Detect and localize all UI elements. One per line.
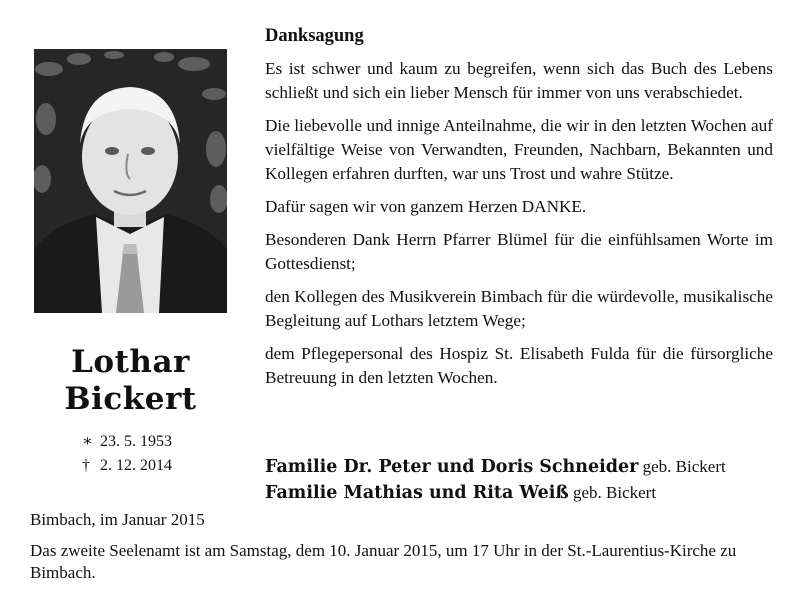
heading: Danksagung [265, 26, 364, 46]
paragraph-hospice: dem Pflegepersonal des Hospiz St. Elisabeth Fulda für die fürsorgliche Betreuung in den letzten Wochen. [265, 344, 773, 387]
deceased-last-name: Bickert [64, 381, 197, 417]
paragraph-pastor: Besonderen Dank Herrn Pfarrer Blümel für die einfühlsamen Worte im Gottesdienst; [265, 230, 773, 273]
paragraph-music-club: den Kollegen des Musikverein Bimbach für die würdevolle, musikalische Begleitung auf Lothars letztem Wege; [265, 287, 773, 330]
birth-symbol: ∗ [82, 433, 93, 450]
portrait-photo [34, 49, 227, 313]
family-name: Familie Dr. Peter und Doris Schneider [265, 457, 639, 477]
portrait-image [34, 49, 227, 313]
family-signature [265, 481, 656, 505]
deceased-first-name: Lothar [71, 344, 190, 380]
death-date-line [82, 456, 172, 476]
paragraph-sympathy: Die liebevolle und innige Anteilnahme, die wir in den letzten Wochen auf vielfältige Weise von Verwandten, Freunden, Nachbarn, Bekannten und Kollegen erfahren durften, war uns Trost und wahre Stütze. [265, 116, 773, 183]
paragraph-intro: Es ist schwer und kaum zu begreifen, wenn sich das Buch des Lebens schließt und sich ein lieber Mensch für immer von uns verabschiedet. [265, 59, 773, 102]
birth-date: 23. 5. 1953 [100, 433, 172, 450]
death-symbol: † [82, 457, 90, 474]
family-suffix: geb. Bickert [642, 457, 726, 476]
family-name: Familie Mathias und Rita Weiß [265, 483, 569, 503]
family-suffix: geb. Bickert [572, 483, 657, 502]
place-date: Bimbach, im Januar 2015 [30, 510, 205, 529]
paragraph-thanks: Dafür sagen wir von ganzem Herzen DANKE. [265, 197, 587, 216]
death-date: 2. 12. 2014 [100, 457, 172, 474]
birth-date-line [82, 432, 172, 452]
family-signature [265, 455, 726, 479]
thanks-text [265, 24, 773, 399]
mass-note: Das zweite Seelenamt ist am Samstag, dem 10. Januar 2015, um 17 Uhr in der St.-Laurentius-Kirche zu Bimbach. [30, 541, 737, 582]
